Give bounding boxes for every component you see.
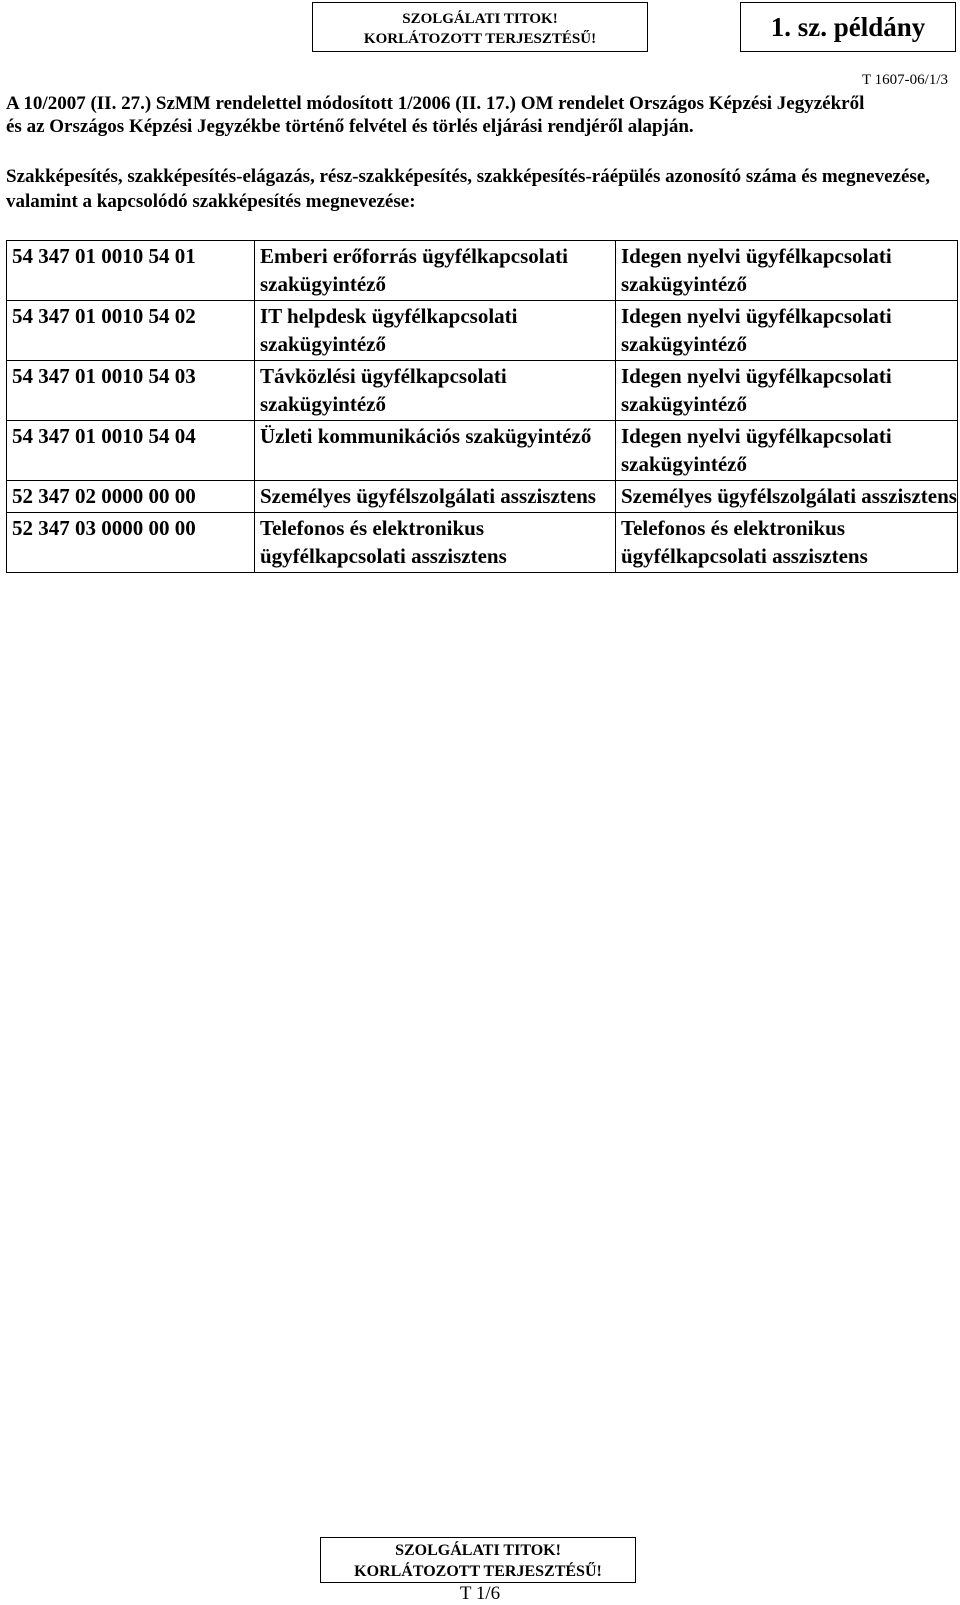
document-number: T 1607-06/1/3 — [862, 72, 948, 88]
classification-box-top — [312, 2, 648, 52]
table-row — [7, 421, 958, 481]
classification-box-bottom — [320, 1537, 636, 1583]
decree-line-1: A 10/2007 (II. 27.) SzMM rendelettel módosított 1/2006 (II. 17.) OM rendelet Országos Képzési Jegyzékről — [6, 93, 865, 114]
qualification-name: IT helpdesk ügyfélkapcsolati szakügyintéző — [255, 301, 616, 361]
qualification-name: Távközlési ügyfélkapcsolati szakügyintéző — [255, 361, 616, 421]
related-qualification: Idegen nyelvi ügyfélkapcsolati szakügyintéző — [616, 241, 958, 301]
qualification-code: 54 347 01 0010 54 01 — [7, 241, 255, 301]
qualification-name: Személyes ügyfélszolgálati asszisztens — [255, 481, 616, 513]
qualification-name: Üzleti kommunikációs szakügyintéző — [255, 421, 616, 481]
classification-line-1: SZOLGÁLATI TITOK! — [395, 1542, 561, 1559]
copy-number-box — [740, 2, 956, 52]
table-row — [7, 513, 958, 573]
intro-text: Szakképesítés, szakképesítés-elágazás, rész-szakképesítés, szakképesítés-ráépülés azonosító száma és megnevezése, valamint a kapcsolódó szakképesítés megnevezése: — [6, 166, 930, 212]
qualification-code: 54 347 01 0010 54 04 — [7, 421, 255, 481]
table-row — [7, 481, 958, 513]
classification-line-2: KORLÁTOZOTT TERJESZTÉSŰ! — [354, 1563, 602, 1580]
copy-label: 1. sz. példány — [770, 12, 926, 42]
qualification-name: Telefonos és elektronikus ügyfélkapcsolati asszisztens — [255, 513, 616, 573]
table-row — [7, 361, 958, 421]
decree-reference — [6, 92, 956, 138]
qualifications-table — [6, 240, 958, 573]
qualification-code: 52 347 02 0000 00 00 — [7, 481, 255, 513]
qualification-code: 54 347 01 0010 54 02 — [7, 301, 255, 361]
table-row — [7, 301, 958, 361]
related-qualification: Idegen nyelvi ügyfélkapcsolati szakügyintéző — [616, 421, 958, 481]
page-number: T 1/6 — [459, 1583, 501, 1604]
qualification-code: 52 347 03 0000 00 00 — [7, 513, 255, 573]
classification-line-2: KORLÁTOZOTT TERJESZTÉSŰ! — [363, 31, 597, 47]
related-qualification: Telefonos és elektronikus ügyfélkapcsolati asszisztens — [616, 513, 958, 573]
qualification-code: 54 347 01 0010 54 03 — [7, 361, 255, 421]
related-qualification: Idegen nyelvi ügyfélkapcsolati szakügyintéző — [616, 361, 958, 421]
table-row — [7, 241, 958, 301]
decree-line-2: és az Országos Képzési Jegyzékbe történő felvétel és törlés eljárási rendjéről alapján. — [6, 116, 694, 137]
related-qualification: Idegen nyelvi ügyfélkapcsolati szakügyintéző — [616, 301, 958, 361]
related-qualification: Személyes ügyfélszolgálati asszisztens — [616, 481, 958, 513]
qualification-name: Emberi erőforrás ügyfélkapcsolati szakügyintéző — [255, 241, 616, 301]
classification-line-1: SZOLGÁLATI TITOK! — [402, 11, 558, 27]
